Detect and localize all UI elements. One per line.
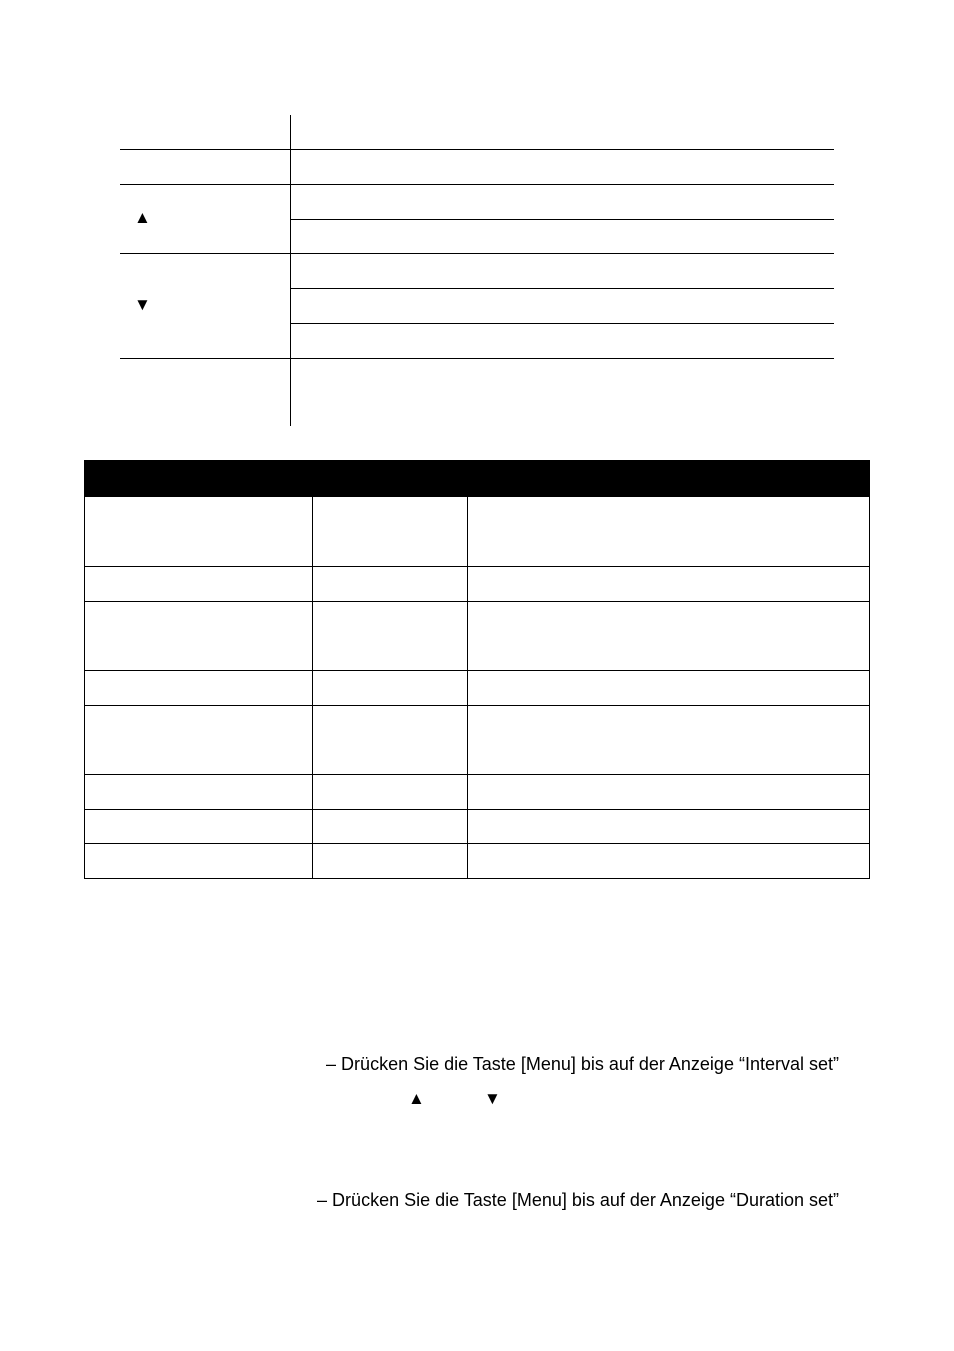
table-row <box>85 844 869 878</box>
key-table-row-line <box>290 323 834 324</box>
down-arrow-icon: ▼ <box>134 295 151 314</box>
table-row <box>85 497 869 567</box>
settings-table-header <box>85 461 869 497</box>
table-row <box>85 602 869 671</box>
key-table-row-line <box>290 288 834 289</box>
table-row <box>85 671 869 706</box>
key-table-row-line <box>120 149 834 150</box>
key-table-divider <box>290 115 291 426</box>
down-arrow-icon: ▼ <box>484 1089 501 1108</box>
table-row <box>85 706 869 775</box>
key-table-row-line <box>120 358 834 359</box>
duration-instruction: – Drücken Sie die Taste [Menu] bis auf der Anzeige “Duration set” <box>317 1190 839 1210</box>
table-row <box>85 567 869 602</box>
key-table-row-line <box>120 253 834 254</box>
table-row <box>85 775 869 810</box>
key-table-row-line <box>120 184 834 185</box>
interval-instruction: – Drücken Sie die Taste [Menu] bis auf der Anzeige “Interval set” <box>326 1054 839 1074</box>
key-table-row-line <box>290 219 834 220</box>
table-row <box>85 810 869 844</box>
settings-table <box>84 460 870 879</box>
up-arrow-icon: ▲ <box>134 208 151 227</box>
up-arrow-icon: ▲ <box>408 1089 425 1108</box>
